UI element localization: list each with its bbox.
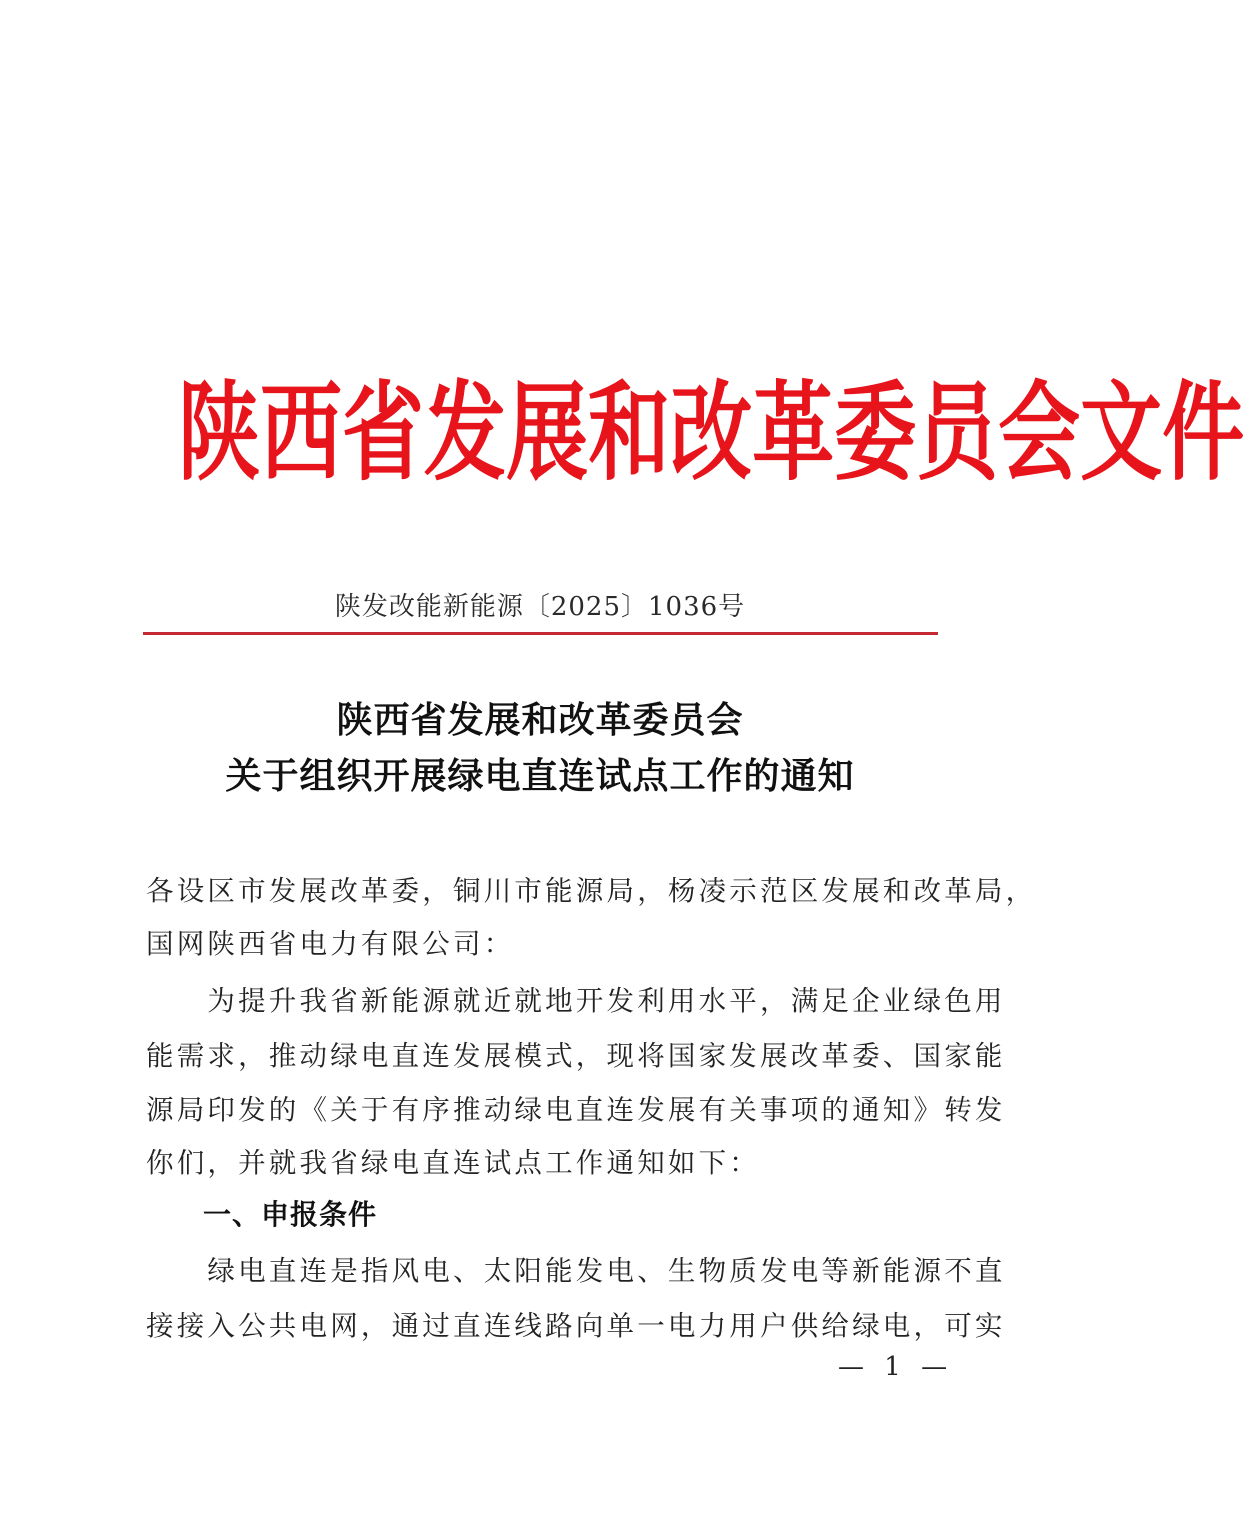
red-divider-line: [143, 632, 938, 635]
document-number: 陕发改能新能源〔2025〕1036号: [334, 592, 746, 622]
section-heading-1: 一、申报条件: [203, 1198, 378, 1231]
intro-line-2: 能需求，推动绿电直连发展模式，现将国家发展改革委、国家能: [146, 1040, 1006, 1072]
masthead-char: 件: [1162, 370, 1244, 496]
masthead-char: 省: [342, 370, 425, 496]
masthead-char: 发: [424, 370, 507, 496]
masthead-char: 西: [260, 370, 343, 496]
masthead-char: 和: [588, 370, 671, 496]
intro-line-3: 源局印发的《关于有序推动绿电直连发展有关事项的通知》转发: [146, 1094, 1006, 1126]
masthead-char: 革: [752, 370, 835, 496]
masthead-char: 员: [916, 370, 999, 496]
masthead-char: 文: [1080, 370, 1163, 496]
masthead-char: 展: [506, 370, 589, 496]
masthead-char: 改: [670, 370, 753, 496]
masthead-title: [178, 370, 1244, 496]
intro-line-4: 你们，并就我省绿电直连试点工作通知如下：: [146, 1147, 760, 1179]
addressee-line-1: 各设区市发展改革委，铜川市能源局，杨凌示范区发展和改革局，: [146, 875, 1037, 907]
intro-line-1: 为提升我省新能源就近就地开发利用水平，满足企业绿色用: [146, 985, 1006, 1017]
masthead-char: 会: [998, 370, 1081, 496]
section1-line-1: 绿电直连是指风电、太阳能发电、生物质发电等新能源不直: [146, 1255, 1006, 1287]
page-number: — 1 —: [838, 1352, 954, 1382]
masthead-char: 陕: [178, 370, 261, 496]
notice-title-line-2: 关于组织开展绿电直连试点工作的通知: [225, 755, 855, 797]
masthead-char: 委: [834, 370, 917, 496]
notice-title-line-1: 陕西省发展和改革委员会: [336, 699, 744, 741]
addressee-line-2: 国网陕西省电力有限公司：: [146, 928, 515, 960]
section1-line-2: 接接入公共电网，通过直连线路向单一电力用户供给绿电，可实: [146, 1310, 1006, 1342]
